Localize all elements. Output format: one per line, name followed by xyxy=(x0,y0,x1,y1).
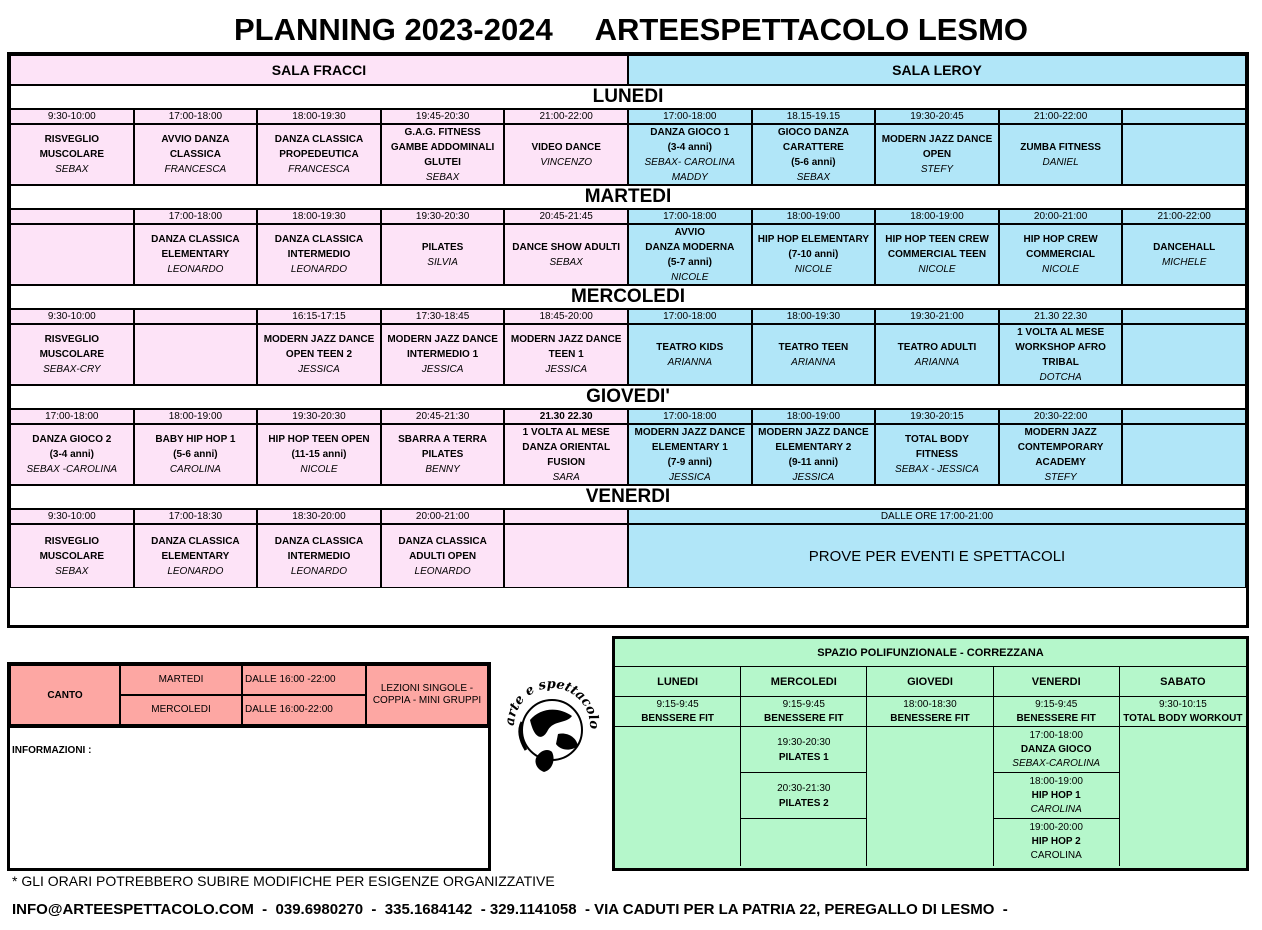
time-slot xyxy=(1122,109,1246,124)
activity-cell xyxy=(381,224,505,285)
time-slot: 19:45-20:30 xyxy=(381,109,505,124)
class-name: TEEN 1 xyxy=(548,349,584,360)
spazio-title: SPAZIO POLIFUNZIONALE - CORREZZANA xyxy=(615,639,1246,667)
activity-cell xyxy=(999,324,1123,385)
teacher-name: SEBAX-CAROLINA xyxy=(1012,757,1101,769)
activity-cell xyxy=(875,424,999,485)
class-name: OPEN TEEN 2 xyxy=(285,349,353,360)
class-name: BENESSERE FIT xyxy=(1016,712,1096,724)
teacher-name: SEBAX xyxy=(55,565,89,577)
teacher-name: SEBAX xyxy=(55,164,89,175)
activity-cell xyxy=(381,424,505,485)
contact-info: INFO@ARTEESPETTACOLO.COM - 039.6980270 - 335.1684142 - 329.1141058 - VIA CADUTI PER LA PATRIA 22, PEREGALLO DI LESMO - xyxy=(12,901,1008,918)
slot-time: 20:30-21:30 xyxy=(777,782,831,794)
teacher-name: VINCENZO xyxy=(540,156,593,168)
class-name: TEATRO TEEN xyxy=(778,341,849,353)
time-slot: 19:30-20:30 xyxy=(381,209,505,224)
time-slot: 21:00-22:00 xyxy=(999,109,1123,124)
day-header: GIOVEDI' xyxy=(10,385,1246,409)
class-name: DANZA ORIENTAL xyxy=(522,441,611,453)
activity-cell xyxy=(381,324,505,385)
class-name: DANZA CLASSICA xyxy=(398,535,487,547)
class-name: MODERN JAZZ DANCE xyxy=(758,426,869,438)
class-name: ACADEMY xyxy=(1035,456,1086,468)
activity-cell xyxy=(504,124,628,185)
class-name: ADULTI OPEN xyxy=(409,550,477,562)
class-name: HIP HOP CREW xyxy=(1023,234,1098,245)
teacher-name: LEONARDO xyxy=(414,565,471,577)
time-slot: 9:30-10:00 xyxy=(10,509,134,524)
time-slot xyxy=(504,509,628,524)
activity-cell xyxy=(10,224,134,285)
class-name: MODERN JAZZ DANCE xyxy=(263,334,375,345)
class-name: (5-7 anni) xyxy=(667,256,713,268)
class-name: HIP HOP 2 xyxy=(1031,836,1081,847)
class-name: DANZA GIOCO 1 xyxy=(650,126,730,138)
spazio-slot xyxy=(615,697,741,727)
time-slot: 18:00-19:30 xyxy=(752,309,876,324)
leroy-friday-event: PROVE PER EVENTI E SPETTACOLI xyxy=(628,524,1246,588)
teacher-name: STEFY xyxy=(1044,471,1077,483)
teacher-name: NICOLE xyxy=(918,264,956,275)
teacher-name: SEBAX xyxy=(796,171,831,183)
teacher-name: DOTCHA xyxy=(1039,371,1082,383)
class-name: INTERMEDIO xyxy=(287,550,351,562)
class-name: TOTAL BODY xyxy=(905,434,969,445)
slot-time: 18:00-19:00 xyxy=(1029,775,1083,787)
class-name: DANZA GIOCO 2 xyxy=(32,434,112,445)
class-name: FITNESS xyxy=(915,449,959,460)
spazio-day-header: LUNEDI xyxy=(615,667,741,697)
activity-cell xyxy=(504,224,628,285)
class-name: MODERN JAZZ DANCE xyxy=(510,334,622,345)
activity-cell xyxy=(10,424,134,485)
spazio-slot xyxy=(1120,697,1246,727)
activity-cell xyxy=(628,124,752,185)
activity-cell xyxy=(10,124,134,185)
activity-cell xyxy=(628,224,752,285)
spazio-slot xyxy=(741,727,866,773)
class-name: BENESSERE FIT xyxy=(890,712,970,724)
class-name: (3-4 anni) xyxy=(667,141,713,153)
teacher-name: CAROLINA xyxy=(169,464,221,475)
canto-day-1: MARTEDI xyxy=(120,665,242,695)
activity-cell xyxy=(257,224,381,285)
time-slot: 20:45-21:30 xyxy=(381,409,505,424)
time-slot: 21.30 22.30 xyxy=(504,409,628,424)
activity-cell xyxy=(752,424,876,485)
class-name: DANZA CLASSICA xyxy=(151,234,240,245)
class-name: DANZA CLASSICA xyxy=(274,535,364,547)
time-slot xyxy=(10,209,134,224)
class-name: DANCE SHOW ADULTI xyxy=(512,241,621,253)
time-slot: 19:30-20:45 xyxy=(875,109,999,124)
class-name: BABY HIP HOP 1 xyxy=(155,434,236,445)
teacher-name: NICOLE xyxy=(794,264,832,275)
teacher-name: MICHELE xyxy=(1161,256,1207,268)
teacher-name: LEONARDO xyxy=(290,565,348,577)
teacher-name: ARIANNA xyxy=(667,356,713,368)
class-name: PILATES xyxy=(421,241,464,253)
class-name: MUSCOLARE xyxy=(39,550,105,562)
class-name: ZUMBA FITNESS xyxy=(1020,141,1101,153)
teacher-name: FRANCESCA xyxy=(164,164,227,175)
class-name: (7-9 anni) xyxy=(667,456,713,468)
time-slot: 18:00-19:00 xyxy=(134,409,258,424)
class-name: ELEMENTARY 2 xyxy=(775,441,852,453)
canto-box xyxy=(7,662,491,871)
activity-cell xyxy=(134,424,258,485)
logo xyxy=(500,660,600,776)
activity-cell xyxy=(752,324,876,385)
class-name: ELEMENTARY xyxy=(161,249,230,260)
time-slot: 18:00-19:00 xyxy=(875,209,999,224)
time-slot: 17:00-18:30 xyxy=(134,509,258,524)
time-slot: 17:00-18:00 xyxy=(628,209,752,224)
day-header: MARTEDI xyxy=(10,185,1246,209)
activity-cell xyxy=(1122,224,1246,285)
spazio-slot xyxy=(994,773,1119,819)
time-slot: 17:00-18:00 xyxy=(10,409,134,424)
activity-cell xyxy=(752,224,876,285)
activity-cell xyxy=(134,224,258,285)
class-name: TOTAL BODY WORKOUT xyxy=(1123,712,1243,724)
activity-cell xyxy=(381,524,505,588)
time-slot: 18:00-19:30 xyxy=(257,209,381,224)
spazio-slot xyxy=(994,727,1119,773)
time-slot: 21.30 22.30 xyxy=(999,309,1123,324)
sala-leroy-header: SALA LEROY xyxy=(628,55,1246,85)
time-slot: 19:30-20:30 xyxy=(257,409,381,424)
teacher-name: LEONARDO xyxy=(167,264,224,275)
activity-cell xyxy=(257,124,381,185)
class-name: AVVIO DANZA CLASSICA xyxy=(161,134,230,160)
slot-time: 19:30-20:30 xyxy=(777,736,831,748)
teacher-name: JESSICA xyxy=(545,364,588,375)
class-name: PILATES xyxy=(421,449,464,460)
time-slot: 20:00-21:00 xyxy=(381,509,505,524)
spazio-column xyxy=(994,727,1120,866)
teacher-name: STEFY xyxy=(920,164,954,175)
class-name: SBARRA A TERRA xyxy=(398,434,488,445)
teacher-name: SEBAX xyxy=(549,256,583,268)
activity-cell xyxy=(134,524,258,588)
canto-label: CANTO xyxy=(10,665,120,725)
class-name: (5-6 anni) xyxy=(791,156,836,168)
class-name: GAMBE ADDOMINALI xyxy=(390,141,495,153)
teacher-name: BENNY xyxy=(425,464,460,475)
time-slot: 18:45-20:00 xyxy=(504,309,628,324)
teacher-name: NICOLE xyxy=(1041,264,1080,275)
class-name: G.A.G. FITNESS xyxy=(404,126,481,138)
time-slot: 9:30-10:00 xyxy=(10,309,134,324)
teacher-name: LEONARDO xyxy=(167,565,224,577)
teacher-name: NICOLE xyxy=(671,271,709,283)
day-header: VENERDI xyxy=(10,485,1246,509)
class-name: RISVEGLIO xyxy=(44,535,100,547)
time-slot: 17:00-18:00 xyxy=(628,409,752,424)
spazio-day-header: SABATO xyxy=(1120,667,1246,697)
teacher-name: JESSICA xyxy=(298,364,340,375)
slot-time: 9:15-9:45 xyxy=(1035,698,1078,710)
teacher-name: SILVIA xyxy=(427,256,458,268)
schedule-table xyxy=(7,52,1249,628)
class-name: (11-15 anni) xyxy=(291,449,347,460)
activity-cell xyxy=(504,524,628,588)
class-name: CARATTERE xyxy=(782,141,844,153)
teacher-name: SEBAX-CRY xyxy=(43,364,101,375)
class-name: DANZA CLASSICA xyxy=(151,535,240,547)
class-name: DANZA GIOCO xyxy=(1020,743,1092,755)
time-slot: 20:00-21:00 xyxy=(999,209,1123,224)
class-name: RISVEGLIO xyxy=(44,134,100,145)
class-name: (7-10 anni) xyxy=(788,249,839,260)
spazio-slot xyxy=(994,697,1120,727)
activity-cell xyxy=(875,124,999,185)
time-slot: 21:00-22:00 xyxy=(1122,209,1246,224)
slot-time: 9:30-10:15 xyxy=(1158,698,1207,710)
time-slot: 18:00-19:00 xyxy=(752,209,876,224)
teacher-name: SEBAX xyxy=(425,171,460,183)
activity-cell xyxy=(10,524,134,588)
activity-cell xyxy=(134,324,258,385)
class-name: INTERMEDIO xyxy=(287,249,351,260)
activity-cell xyxy=(875,324,999,385)
teacher-name: SEBAX - JESSICA xyxy=(895,464,979,475)
teacher-name: SEBAX -CAROLINA xyxy=(26,464,118,475)
class-name: BENSSERE FIT xyxy=(641,712,714,724)
slot-time: 19:00-20:00 xyxy=(1029,822,1083,833)
teacher-name: MADDY xyxy=(671,171,708,183)
time-slot: 19:30-21:00 xyxy=(875,309,999,324)
class-name: WORKSHOP AFRO TRIBAL xyxy=(1015,341,1106,368)
page-title: PLANNING 2023-2024 ARTEESPETTACOLO LESMO xyxy=(233,12,1029,47)
class-name: MUSCOLARE xyxy=(39,349,105,360)
teacher-name: ARIANNA xyxy=(791,356,836,368)
schedule-note: * GLI ORARI POTREBBERO SUBIRE MODIFICHE PER ESIGENZE ORGANIZZATIVE xyxy=(12,873,555,889)
activity-cell xyxy=(381,124,505,185)
teacher-name: SEBAX- CAROLINA xyxy=(644,156,736,168)
class-name: INTERMEDIO 1 xyxy=(407,349,479,360)
activity-cell xyxy=(257,524,381,588)
activity-cell xyxy=(1122,324,1246,385)
class-name: GIOCO DANZA xyxy=(777,126,849,138)
class-name: MODERN JAZZ DANCE xyxy=(634,426,746,438)
class-name: HIP HOP ELEMENTARY xyxy=(757,234,870,245)
spazio-slot xyxy=(741,697,867,727)
time-slot: 17:30-18:45 xyxy=(381,309,505,324)
time-slot xyxy=(1122,409,1246,424)
class-name: DANZA MODERNA xyxy=(645,241,735,253)
class-name: BENESSERE FIT xyxy=(764,712,844,724)
spazio-column xyxy=(1120,727,1246,866)
teacher-name: JESSICA xyxy=(668,471,711,483)
time-slot: 17:00-18:00 xyxy=(134,209,258,224)
time-slot: 16:15-17:15 xyxy=(257,309,381,324)
teacher-name: LEONARDO xyxy=(290,264,348,275)
class-name: (9-11 anni) xyxy=(788,456,839,468)
class-name: VIDEO DANCE xyxy=(531,141,601,153)
class-name: MODERN JAZZ DANCE xyxy=(387,334,498,345)
teacher-name: DANIEL xyxy=(1042,156,1079,168)
spazio-slot xyxy=(994,819,1119,865)
spazio-slot xyxy=(741,773,866,819)
teacher-name: CAROLINA xyxy=(1030,803,1082,815)
time-slot: 18.15-19.15 xyxy=(752,109,876,124)
teacher-name: CAROLINA xyxy=(1030,850,1082,861)
spazio-column xyxy=(615,727,741,866)
activity-cell xyxy=(504,324,628,385)
slot-time: 18:00-18:30 xyxy=(903,698,957,710)
activity-cell xyxy=(504,424,628,485)
time-slot: 21:00-22:00 xyxy=(504,109,628,124)
time-slot: 9:30-10:00 xyxy=(10,109,134,124)
slot-time: 9:15-9:45 xyxy=(782,698,825,710)
time-slot: 17:00-18:00 xyxy=(628,109,752,124)
time-slot xyxy=(134,309,258,324)
activity-cell xyxy=(752,124,876,185)
time-slot: 18:30-20:00 xyxy=(257,509,381,524)
activity-cell xyxy=(999,124,1123,185)
class-name: 1 VOLTA AL MESE xyxy=(522,426,610,438)
class-name: PROPEDEUTICA xyxy=(279,149,359,160)
class-name: HIP HOP 1 xyxy=(1031,789,1081,801)
activity-cell xyxy=(257,324,381,385)
day-header: LUNEDI xyxy=(10,85,1246,109)
spazio-day-header: GIOVEDI xyxy=(867,667,993,697)
teacher-name: JESSICA xyxy=(421,364,464,375)
activity-cell xyxy=(875,224,999,285)
time-slot: 18:00-19:30 xyxy=(257,109,381,124)
class-name: TEATRO KIDS xyxy=(656,341,724,353)
teacher-name: ARIANNA xyxy=(914,356,960,368)
spazio-column xyxy=(867,727,993,866)
class-name: DANZA CLASSICA xyxy=(274,134,364,145)
class-name: FUSION xyxy=(547,456,586,468)
time-slot: 17:00-18:00 xyxy=(134,109,258,124)
logo-text: arte e spettacolo xyxy=(502,676,600,730)
teacher-name: JESSICA xyxy=(792,471,835,483)
class-name: COMMERCIAL TEEN xyxy=(887,249,987,260)
time-slot: 19:30-20:15 xyxy=(875,409,999,424)
class-name: HIP HOP TEEN OPEN xyxy=(268,434,370,445)
info-label: INFORMAZIONI : xyxy=(10,725,488,855)
class-name: MODERN JAZZ xyxy=(1024,426,1097,438)
class-name: DANZA CLASSICA xyxy=(274,234,364,245)
slot-time: 9:15-9:45 xyxy=(656,698,699,710)
canto-day-2: MERCOLEDI xyxy=(120,695,242,725)
activity-cell xyxy=(628,324,752,385)
class-name: DANCEHALL xyxy=(1153,241,1216,253)
time-slot: 20:45-21:45 xyxy=(504,209,628,224)
class-name: (5-6 anni) xyxy=(173,449,218,460)
class-name: (3-4 anni) xyxy=(49,449,95,460)
canto-time-1: DALLE 16:00 -22:00 xyxy=(242,665,366,695)
canto-time-2: DALLE 16:00-22:00 xyxy=(242,695,366,725)
class-name: AVVIO xyxy=(674,226,705,238)
class-name: PILATES 2 xyxy=(778,797,829,809)
activity-cell xyxy=(999,224,1123,285)
spazio-column xyxy=(741,727,867,866)
class-name: CONTEMPORARY xyxy=(1017,441,1104,453)
day-header: MERCOLEDI xyxy=(10,285,1246,309)
class-name: RISVEGLIO xyxy=(44,334,100,345)
class-name: MUSCOLARE xyxy=(39,149,105,160)
activity-cell xyxy=(999,424,1123,485)
spazio-day-header: VENERDI xyxy=(994,667,1120,697)
sala-fracci-header: SALA FRACCI xyxy=(10,55,628,85)
slot-time: 17:00-18:00 xyxy=(1029,729,1083,741)
activity-cell xyxy=(1122,424,1246,485)
activity-cell xyxy=(134,124,258,185)
class-name: PILATES 1 xyxy=(778,751,829,763)
activity-cell xyxy=(257,424,381,485)
activity-cell xyxy=(1122,124,1246,185)
class-name: ELEMENTARY xyxy=(161,550,230,562)
class-name: ELEMENTARY 1 xyxy=(651,441,728,453)
class-name: COMMERCIAL xyxy=(1026,249,1096,260)
activity-cell xyxy=(10,324,134,385)
class-name: TEATRO ADULTI xyxy=(897,341,977,353)
activity-cell xyxy=(628,424,752,485)
class-name: GLUTEI xyxy=(424,156,461,168)
teacher-name: NICOLE xyxy=(300,464,338,475)
class-name: 1 VOLTA AL MESE xyxy=(1017,326,1105,338)
teacher-name: SARA xyxy=(552,471,580,483)
spazio-polifunzionale-box xyxy=(612,636,1249,871)
time-slot: 17:00-18:00 xyxy=(628,309,752,324)
spazio-slot xyxy=(867,697,993,727)
class-name: OPEN xyxy=(922,149,952,160)
leroy-friday-time: DALLE ORE 17:00-21:00 xyxy=(628,509,1246,524)
canto-lessons: LEZIONI SINGOLE - COPPIA - MINI GRUPPI xyxy=(366,665,488,725)
class-name: MODERN JAZZ DANCE xyxy=(881,134,993,145)
time-slot: 18:00-19:00 xyxy=(752,409,876,424)
class-name: HIP HOP TEEN CREW xyxy=(885,234,989,245)
time-slot: 20:30-22:00 xyxy=(999,409,1123,424)
time-slot xyxy=(1122,309,1246,324)
teacher-name: FRANCESCA xyxy=(288,164,350,175)
spazio-day-header: MERCOLEDI xyxy=(741,667,867,697)
